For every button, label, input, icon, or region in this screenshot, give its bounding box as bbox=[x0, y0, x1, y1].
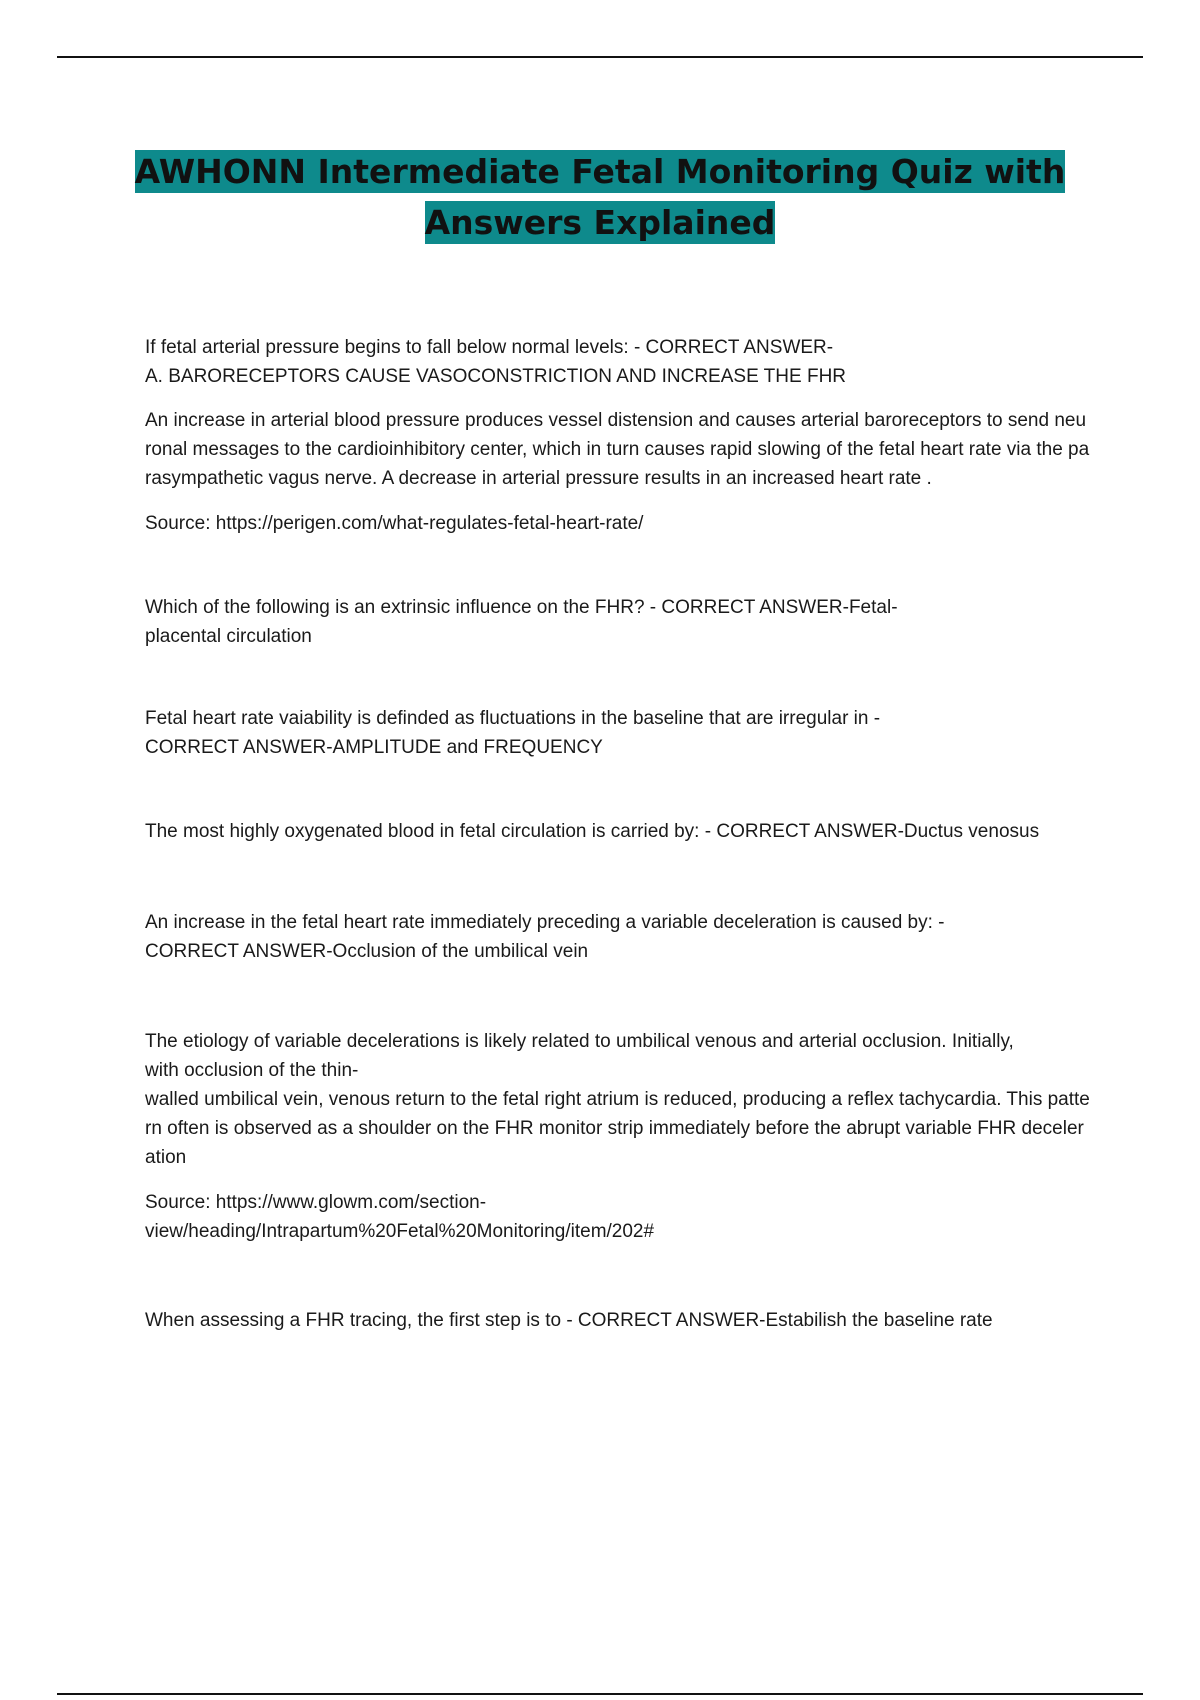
source-1: Source: https://perigen.com/what-regulates-fetal-heart-rate/ bbox=[145, 513, 644, 534]
question-5-line-1: An increase in the fetal heart rate immediately preceding a variable deceleration is caused by: - bbox=[145, 912, 945, 933]
question-3-line-2: CORRECT ANSWER-AMPLITUDE and FREQUENCY bbox=[145, 737, 603, 758]
question-4: The most highly oxygenated blood in fetal circulation is carried by: - CORRECT ANSWER-Ductus venosus bbox=[145, 821, 1040, 842]
explanation-1: An increase in arterial blood pressure produces vessel distension and causes arterial baroreceptors to send neuronal messages to the cardioinhibitory center, which in turn causes rapid slowing of the fetal heart rate via the parasympathetic vagus nerve. A decrease in arterial pressure results in an increased heart rate . bbox=[145, 410, 1090, 489]
question-2-line-1: Which of the following is an extrinsic influence on the FHR? - CORRECT ANSWER-Fetal- bbox=[145, 597, 898, 618]
question-1-line-1: If fetal arterial pressure begins to fall below normal levels: - CORRECT ANSWER- bbox=[145, 337, 834, 358]
source-5-line-2: view/heading/Intrapartum%20Fetal%20Monitoring/item/202# bbox=[145, 1221, 655, 1242]
document-body bbox=[145, 333, 1090, 1335]
question-1-line-2: A. BARORECEPTORS CAUSE VASOCONSTRICTION AND INCREASE THE FHR bbox=[145, 366, 847, 387]
question-5-line-2: CORRECT ANSWER-Occlusion of the umbilical vein bbox=[145, 941, 589, 962]
question-2-line-2: placental circulation bbox=[145, 626, 312, 647]
title-line-2: Answers Explained bbox=[424, 203, 776, 242]
source-5-line-1: Source: https://www.glowm.com/section- bbox=[145, 1192, 487, 1213]
title-line-1: AWHONN Intermediate Fetal Monitoring Quiz with bbox=[134, 152, 1066, 191]
document-title bbox=[100, 146, 1100, 248]
explanation-5-line-2: with occlusion of the thin- bbox=[145, 1060, 359, 1081]
top-divider bbox=[57, 56, 1143, 58]
question-3-line-1: Fetal heart rate vaiability is definded as fluctuations in the baseline that are irregular in - bbox=[145, 708, 881, 729]
question-6: When assessing a FHR tracing, the first step is to - CORRECT ANSWER-Estabilish the baseline rate bbox=[145, 1310, 993, 1331]
bottom-divider bbox=[57, 1693, 1143, 1695]
explanation-5-rest: walled umbilical vein, venous return to the fetal right atrium is reduced, producing a reflex tachycardia. This pattern often is observed as a shoulder on the FHR monitor strip immediately before the abrupt variable FHR deceleration bbox=[145, 1089, 1090, 1168]
explanation-5-line-1: The etiology of variable decelerations is likely related to umbilical venous and arterial occlusion. Initially, bbox=[145, 1031, 1014, 1052]
